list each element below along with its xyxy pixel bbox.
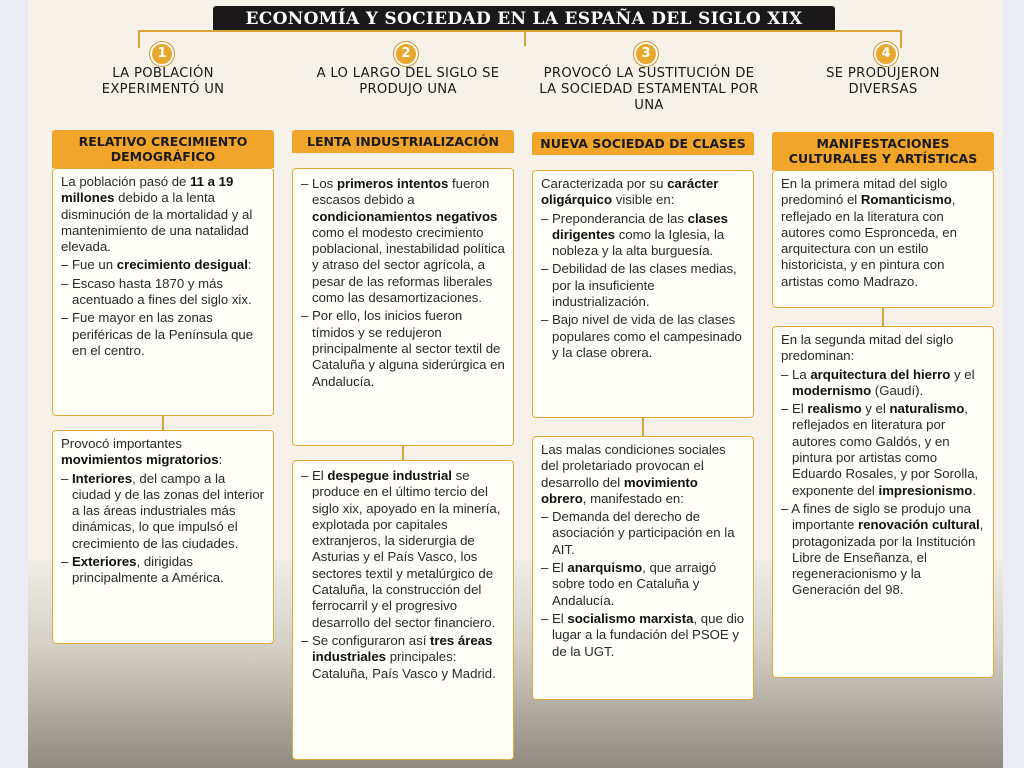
text-segment: Escaso hasta 1870 y más acentuado a fines del siglo xix. xyxy=(72,275,252,308)
box-paragraph xyxy=(781,332,985,365)
list-item xyxy=(301,468,505,631)
text-segment: visible en: xyxy=(612,192,675,208)
column-4-link xyxy=(882,308,884,326)
bullet-list xyxy=(781,367,985,599)
list-item xyxy=(541,611,745,660)
bold-term: realismo xyxy=(807,401,862,417)
list-item xyxy=(61,276,265,309)
step-number-3: 3 xyxy=(634,42,658,66)
list-item xyxy=(301,308,505,389)
bullet-list xyxy=(61,471,265,587)
box-paragraph xyxy=(541,442,745,507)
bold-term: renovación cultural xyxy=(857,517,980,533)
bold-term: primeros intentos xyxy=(336,176,449,191)
intro-3: PROVOCÓ LA SUSTITUCIÓN DE LA SOCIEDAD ESTAMENTAL POR UNA xyxy=(539,66,759,113)
bold-term: impresionismo xyxy=(878,482,973,498)
heading-3: NUEVA SOCIEDAD DE CLASES xyxy=(532,132,754,155)
page xyxy=(28,0,1003,768)
bullet-list xyxy=(541,211,745,362)
text-segment: Debilidad de las clases medias, por la insuficiente industrialización. xyxy=(552,261,737,310)
title-connector-mid xyxy=(524,30,526,46)
intro-4: SE PRODUJERON DIVERSAS xyxy=(826,66,940,97)
bold-term: movimiento obrero xyxy=(541,474,698,506)
column-4-box-1 xyxy=(772,170,994,308)
text-segment: En la primera mitad del siglo predominó el xyxy=(781,176,948,208)
text-segment: , que arraigó sobre todo en Cataluña y Andalucía. xyxy=(552,560,717,608)
text-segment: (Gaudí). xyxy=(871,382,924,398)
diagram-title: ECONOMÍA Y SOCIEDAD EN LA ESPAÑA DEL SIGLO XIX xyxy=(213,6,835,32)
box-paragraph xyxy=(61,436,265,469)
text-segment: Preponderancia de las xyxy=(552,210,688,226)
bullet-list xyxy=(541,509,745,660)
text-segment: , dirigidas principalmente a América. xyxy=(72,554,224,586)
text-segment: , del campo a la ciudad y de las zonas del interior a las áreas industriales más dinámicas, lo que impulsó el crecimiento de las ciudades. xyxy=(72,470,265,551)
text-segment: y el xyxy=(861,401,890,417)
text-segment: En la segunda mitad del siglo predominan: xyxy=(781,332,954,364)
list-item xyxy=(541,261,745,310)
list-item xyxy=(541,509,745,558)
text-segment: : xyxy=(218,452,223,468)
text-segment: Bajo nivel de vida de las clases populares como el campesinado y la clase obrera. xyxy=(552,312,742,360)
column-1-box-1 xyxy=(52,168,274,416)
text-segment: , reflejado en la literatura con autores como Espronceda, en arquitectura con un estilo historicista, y en pintura con artistas como Madrazo. xyxy=(781,192,957,289)
text-segment: , que dio lugar a la fundación del PSOE y de la UGT. xyxy=(552,610,745,659)
list-item xyxy=(301,176,505,306)
text-segment: Demanda del derecho de asociación y participación en la AIT. xyxy=(552,509,735,557)
bullet-list xyxy=(61,257,265,359)
text-segment: como el modesto crecimiento poblacional, inestabilidad política y atraso del sector agrícola, a pesar de las reformas liberales como las desamortizaciones. xyxy=(312,224,505,306)
bold-term: arquitectura del hierro xyxy=(810,366,951,382)
bold-term: clases dirigentes xyxy=(552,210,728,242)
bold-term: 11 a 19 millones xyxy=(61,174,234,206)
bold-term: Interiores xyxy=(72,470,133,486)
bold-term: crecimiento desigual xyxy=(116,257,248,273)
bold-term: despegue industrial xyxy=(327,468,452,483)
text-segment: La xyxy=(792,366,811,382)
text-segment: Fue un xyxy=(72,257,117,273)
bold-term: movimientos migratorios xyxy=(61,452,219,468)
list-item xyxy=(541,312,745,361)
text-segment: , manifestado en: xyxy=(582,490,684,506)
text-segment: El xyxy=(312,468,328,483)
step-number-2: 2 xyxy=(394,42,418,66)
list-item xyxy=(61,310,265,359)
box-paragraph xyxy=(61,174,265,255)
heading-4: MANIFESTACIONES CULTURALES Y ARTÍSTICAS xyxy=(772,132,994,170)
step-number-4: 4 xyxy=(874,42,898,66)
bullet-list xyxy=(301,468,505,682)
title-connector xyxy=(138,30,902,48)
text-segment: se produce en el último tercio del siglo xix, apoyado en la minería, explotada por capitales extranjeros, la siderurgia de Asturias y el País Vasco, los sectores textil y metalúrgico de Cataluña, la construcción del ferrocarril y el progresivo desarrollo del sector financiero. xyxy=(312,468,501,630)
text-segment: El xyxy=(792,401,808,417)
list-item xyxy=(301,633,505,682)
bold-term: naturalismo xyxy=(889,401,965,417)
text-segment: principales: Cataluña, País Vasco y Madrid. xyxy=(312,649,496,681)
column-2-link xyxy=(402,446,404,460)
column-1-box-2 xyxy=(52,430,274,644)
bold-term: condicionamientos negativos xyxy=(312,208,498,224)
bold-term: modernismo xyxy=(792,382,872,398)
text-segment: Caracterizada por su xyxy=(541,176,668,191)
column-1-link xyxy=(162,416,164,430)
text-segment: , protagonizada por la Institución Libre de Enseñanza, el regeneracionismo y la Generación del 98. xyxy=(792,517,984,598)
intro-2: A LO LARGO DEL SIGLO SE PRODUJO UNA xyxy=(316,66,500,97)
column-2-box-1 xyxy=(292,168,514,446)
text-segment: La población pasó de xyxy=(61,174,191,189)
step-number-1: 1 xyxy=(150,42,174,66)
list-item xyxy=(781,501,985,599)
bold-term: Exteriores xyxy=(72,554,137,570)
bold-term: carácter oligárquico xyxy=(541,176,719,208)
text-segment: , reflejados en literatura por autores como Galdós, y en pintura por artistas como Eduardo Rosales, y por Sorolla, exponente del xyxy=(792,401,979,498)
text-segment: Por ello, los inicios fueron tímidos y se redujeron principalmente al sector textil de Cataluña y alguna siderúrgica en Andalucía. xyxy=(312,308,505,389)
text-segment: fueron escasos debido a xyxy=(312,176,490,208)
list-item xyxy=(61,471,265,552)
text-segment: Los xyxy=(312,176,337,191)
bold-term: tres áreas industriales xyxy=(312,632,493,665)
column-3-link xyxy=(642,418,644,436)
list-item xyxy=(781,401,985,499)
text-segment: y el xyxy=(950,366,975,382)
text-segment: El xyxy=(552,610,568,626)
box-paragraph xyxy=(781,176,985,290)
list-item xyxy=(61,257,265,273)
text-segment: Fue mayor en las zonas periféricas de la Península que en el centro. xyxy=(72,310,254,358)
text-segment: Provocó importantes xyxy=(61,436,182,451)
text-segment: Se configuraron así xyxy=(312,632,431,648)
bullet-list xyxy=(301,176,505,390)
text-segment: El xyxy=(552,560,568,576)
list-item xyxy=(541,211,745,260)
column-3-box-2 xyxy=(532,436,754,700)
heading-2: LENTA INDUSTRIALIZACIÓN xyxy=(292,130,514,153)
bold-term: anarquismo xyxy=(567,560,643,576)
list-item xyxy=(61,554,265,587)
text-segment: debido a la lenta disminución de la mortalidad y al mantenimiento de una natalidad elevada. xyxy=(61,190,253,255)
bold-term: Romanticismo xyxy=(860,192,952,208)
intro-1: LA POBLACIÓN EXPERIMENTÓ UN xyxy=(101,66,225,97)
list-item xyxy=(541,560,745,609)
text-segment: : xyxy=(247,257,252,273)
heading-1: RELATIVO CRECIMIENTO DEMOGRÁFICO xyxy=(52,130,274,168)
column-4-box-2 xyxy=(772,326,994,678)
box-paragraph xyxy=(541,176,745,209)
bold-term: socialismo marxista xyxy=(567,610,694,626)
text-segment: Las malas condiciones sociales del proletariado provocan el desarrollo del xyxy=(541,442,726,490)
text-segment: como la Iglesia, la nobleza y la alta burguesía. xyxy=(552,226,725,259)
column-2-box-2 xyxy=(292,460,514,760)
text-segment: A fines de siglo se produjo una importante xyxy=(791,500,971,533)
column-3-box-1 xyxy=(532,170,754,418)
text-segment: . xyxy=(972,482,977,498)
list-item xyxy=(781,367,985,400)
